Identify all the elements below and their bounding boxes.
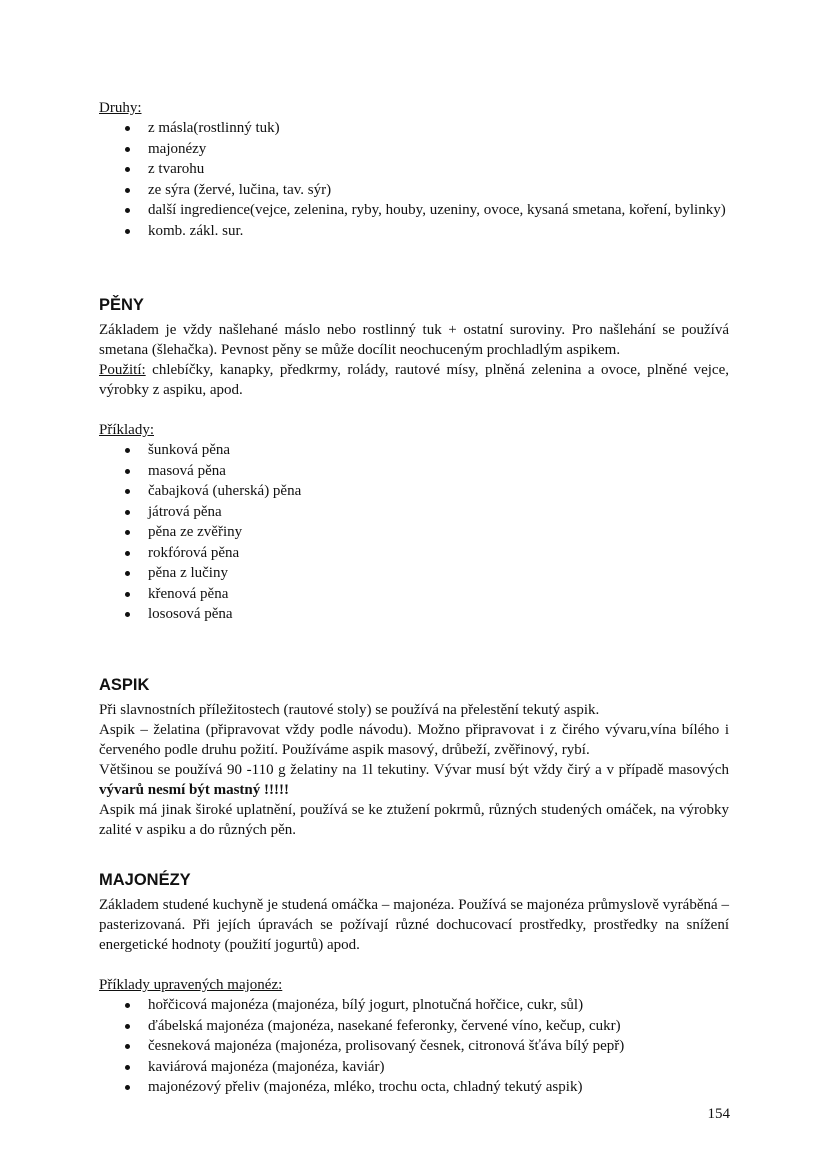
- bullet-icon: [125, 489, 130, 494]
- bullet-icon: [125, 551, 130, 556]
- bullet-icon: [125, 167, 130, 172]
- list-item: lososová pěna: [99, 604, 729, 625]
- list-item: z másla(rostlinný tuk): [99, 118, 729, 139]
- bullet-icon: [125, 188, 130, 193]
- list-item: další ingredience(vejce, zelenina, ryby, houby, uzeniny, ovoce, kysaná smetana, koření, bylinky): [99, 200, 729, 221]
- list-item: ďábelská majonéza (majonéza, nasekané feferonky, červené víno, kečup, cukr): [99, 1016, 729, 1037]
- bullet-icon: [125, 1065, 130, 1070]
- bullet-icon: [125, 1003, 130, 1008]
- list-item: majonézový přeliv (majonéza, mléko, trochu octa, chladný tekutý aspik): [99, 1077, 729, 1098]
- list-item: křenová pěna: [99, 584, 729, 605]
- aspik-section: [99, 674, 729, 840]
- druhy-label: Druhy:: [99, 100, 142, 116]
- pouziti-label: Použití:: [99, 362, 146, 378]
- peny-pouziti: [99, 360, 729, 400]
- peny-section: [99, 294, 729, 625]
- majonezy-priklady-label: Příklady upravených majonéz:: [99, 977, 283, 993]
- list-item: čabajková (uherská) pěna: [99, 481, 729, 502]
- aspik-heading: ASPIK: [99, 676, 150, 694]
- pouziti-text: chlebíčky, kanapky, předkrmy, rolády, rautové mísy, plněná zelenina a ovoce, plněné vejce, výrobky z aspiku, apod.: [99, 362, 729, 398]
- aspik-line-3-text: Většinou se používá 90 -110 g želatiny na 1l tekutiny. Vývar musí být vždy čirý a v případě masových: [99, 762, 729, 778]
- majonezy-section: [99, 869, 729, 1098]
- aspik-line-1: Při slavnostních příležitostech (rautové stoly) se používá na přelestění tekutý aspik.: [99, 702, 600, 718]
- bullet-icon: [125, 510, 130, 515]
- bullet-icon: [125, 208, 130, 213]
- list-item: komb. zákl. sur.: [99, 221, 729, 242]
- list-item: ze sýra (žervé, lučina, tav. sýr): [99, 180, 729, 201]
- bullet-icon: [125, 147, 130, 152]
- list-item: kaviárová majonéza (majonéza, kaviár): [99, 1057, 729, 1078]
- aspik-warning: vývarů nesmí být mastný !!!!!: [99, 782, 289, 798]
- peny-heading: PĚNY: [99, 296, 144, 314]
- peny-list: [99, 440, 729, 625]
- list-item: rokfórová pěna: [99, 543, 729, 564]
- bullet-icon: [125, 530, 130, 535]
- list-item: česneková majonéza (majonéza, prolisovaný česnek, citronová šťáva bílý pepř): [99, 1036, 729, 1057]
- bullet-icon: [125, 1085, 130, 1090]
- druhy-list: [99, 118, 729, 241]
- bullet-icon: [125, 448, 130, 453]
- druhy-section: [99, 98, 729, 241]
- bullet-icon: [125, 592, 130, 597]
- list-item: hořčicová majonéza (majonéza, bílý jogurt, plnotučná hořčice, cukr, sůl): [99, 995, 729, 1016]
- bullet-icon: [125, 612, 130, 617]
- list-item: pěna ze zvěřiny: [99, 522, 729, 543]
- bullet-icon: [125, 469, 130, 474]
- list-item: majonézy: [99, 139, 729, 160]
- list-item: šunková pěna: [99, 440, 729, 461]
- bullet-icon: [125, 1024, 130, 1029]
- bullet-icon: [125, 126, 130, 131]
- list-item: masová pěna: [99, 461, 729, 482]
- aspik-line-3: [99, 760, 729, 800]
- bullet-icon: [125, 571, 130, 576]
- majonezy-list: [99, 995, 729, 1098]
- list-item: pěna z lučiny: [99, 563, 729, 584]
- bullet-icon: [125, 1044, 130, 1049]
- peny-priklady-label: Příklady:: [99, 422, 154, 438]
- aspik-line-2: Aspik – želatina (připravovat vždy podle návodu). Možno připravovat i z čirého vývaru,vína bílého i červeného podle druhu požití. Používáme aspik masový, drůbeží, zvěřinový, rybí.: [99, 722, 729, 758]
- list-item: z tvarohu: [99, 159, 729, 180]
- peny-intro: Základem je vždy našlehané máslo nebo rostlinný tuk + ostatní suroviny. Pro našlehání se používá smetana (šlehačka). Pevnost pěny se může docílit neochuceným prochladlým aspikem.: [99, 322, 729, 358]
- majonezy-intro: Základem studené kuchyně je studená omáčka – majonéza. Používá se majonéza průmyslově vyráběná – pasterizovaná. Při jejích úpravách se požívají různé dochucovací prostředky, prostředky na snížení energetické hodnoty (použití jogurtů) apod.: [99, 897, 729, 953]
- page-number: 154: [707, 1106, 730, 1122]
- majonezy-heading: MAJONÉZY: [99, 871, 191, 889]
- list-item: játrová pěna: [99, 502, 729, 523]
- aspik-line-4: Aspik má jinak široké uplatnění, používá se ke ztužení pokrmů, různých studených omáček, na výrobky zalité v aspiku a do různých pěn.: [99, 802, 729, 838]
- bullet-icon: [125, 229, 130, 234]
